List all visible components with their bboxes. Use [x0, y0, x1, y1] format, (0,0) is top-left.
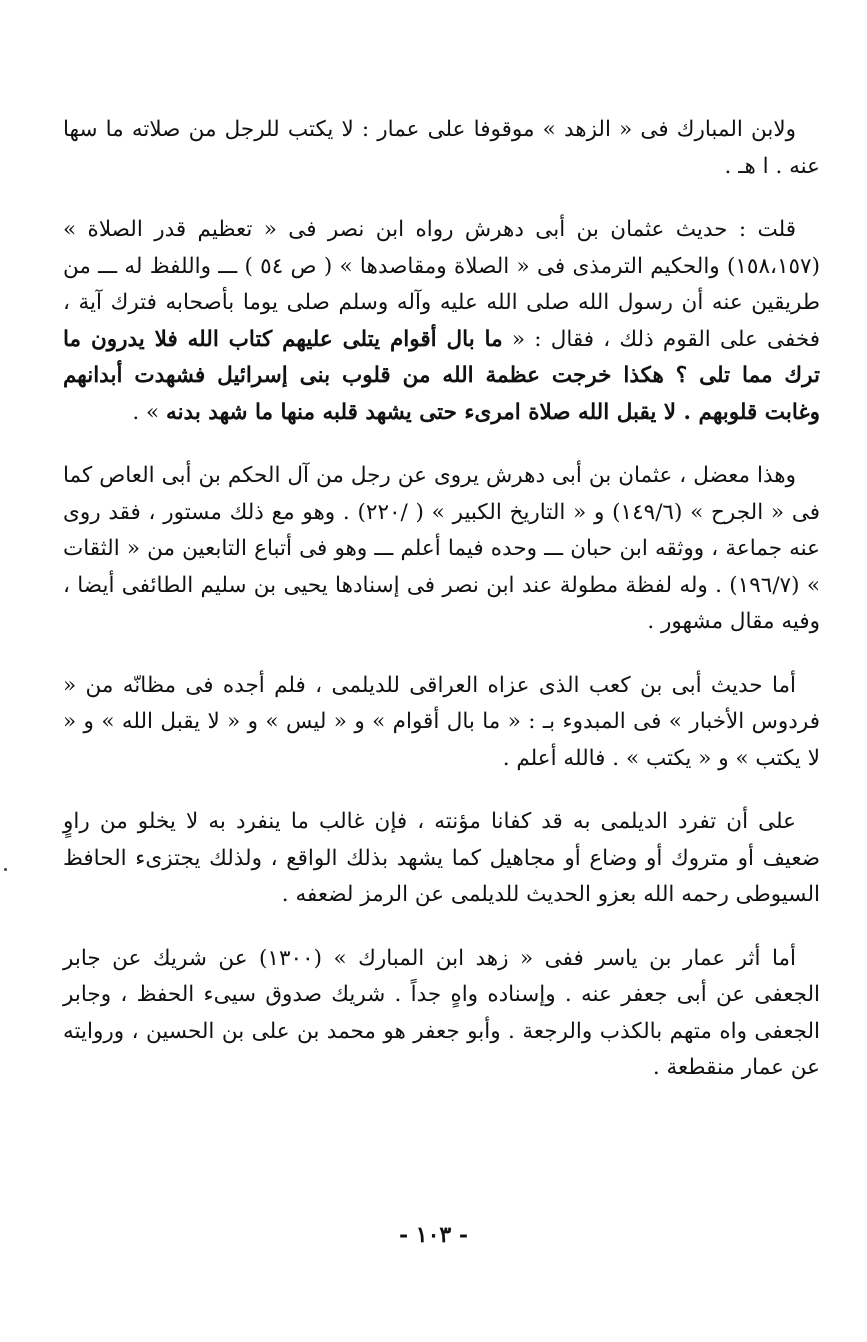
- hadith-quote-bold: ما بال أقوام يتلى عليهم كتاب الله فلا يدرون ما ترك مما تلى ؟ هكذا خرجت عظمة الله من قلوب بنى إسرائيل فشهدت أبدانهم وغابت قلوبهم . لا يقبل الله صلاة امرىء حتى يشهد قلبه منها ما شهد بدنه: [63, 326, 820, 425]
- paragraph-3: [63, 458, 820, 641]
- paragraph-4-text: أما حديث أبى بن كعب الذى عزاه العراقى للديلمى ، فلم أجده فى مظانّه من « فردوس الأخبار » فى المبدوء بـ : « ما بال أقوام » و « ليس » و « لا يقبل الله » و « لا يكتب » و « يكتب » . فالله أعلم .: [63, 672, 820, 771]
- paragraph-4: [63, 668, 820, 778]
- paragraph-1-text: ولابن المبارك فى « الزهد » موقوفا على عمار : لا يكتب للرجل من صلاته ما سها عنه . ا هـ .: [63, 117, 820, 179]
- paragraph-2-text-lead: قلت : حديث عثمان بن أبى دهرش رواه ابن نصر فى « تعظيم قدر الصلاة » (١٥٨،١٥٧) والحكيم الترمذى فى « الصلاة ومقاصدها » ( ص ٥٤ ) ـــ واللفظ له ـــ من طريقين عنه أن رسول الله صلى الله عليه وآله وسلم صلى يوما بأصحابه فترك آية ، فخفى على القوم ذلك ، فقال : «: [63, 217, 820, 352]
- paragraph-3-text: وهذا معضل ، عثمان بن أبى دهرش يروى عن رجل من آل الحكم بن أبى العاص كما فى « الجرح » (١٤٩/٦) و « التاريخ الكبير » ( /٢٢٠) . وهو مع ذلك مستور ، فقد روى عنه جماعة ، ووثقه ابن حبان ـــ وحده فيما أعلم ـــ وهو فى أتباع التابعين من « الثقات » (١٩٦/٧) . وله لفظة مطولة عند ابن نصر فى إسنادها يحيى بن سليم الطائفى أيضا ، وفيه مقال مشهور .: [63, 463, 821, 634]
- paragraph-6: [63, 941, 820, 1087]
- paragraph-5: [63, 804, 820, 914]
- paragraph-2-text-tail: » .: [132, 399, 167, 425]
- scan-speck: [4, 868, 7, 871]
- paragraph-2: [63, 212, 820, 431]
- paragraph-5-text: على أن تفرد الديلمى به قد كفانا مؤنته ، فإن غالب ما ينفرد به لا يخلو من راوٍ ضعيف أو متروك أو وضاع أو مجاهيل كما يشهد بذلك الواقع ، ولذلك يجتزىء الحافظ السيوطى رحمه الله بعزو الحديث للديلمى عن الرمز لضعفه .: [63, 809, 820, 907]
- paragraph-1: [63, 112, 820, 185]
- page-number: - ١٠٣ -: [398, 1222, 469, 1248]
- page-body: [63, 112, 820, 1114]
- paragraph-6-text: أما أثر عمار بن ياسر ففى « زهد ابن المبارك » (١٣٠٠) عن شريك عن جابر الجعفى عن أبى جعفر عنه . وإسناده واهٍ جداً . شريك صدوق سيىء الحفظ ، وجابر الجعفى واه متهم بالكذب والرجعة . وأبو جعفر هو محمد بن على بن الحسين ، وروايته عن عمار منقطعة .: [63, 945, 820, 1080]
